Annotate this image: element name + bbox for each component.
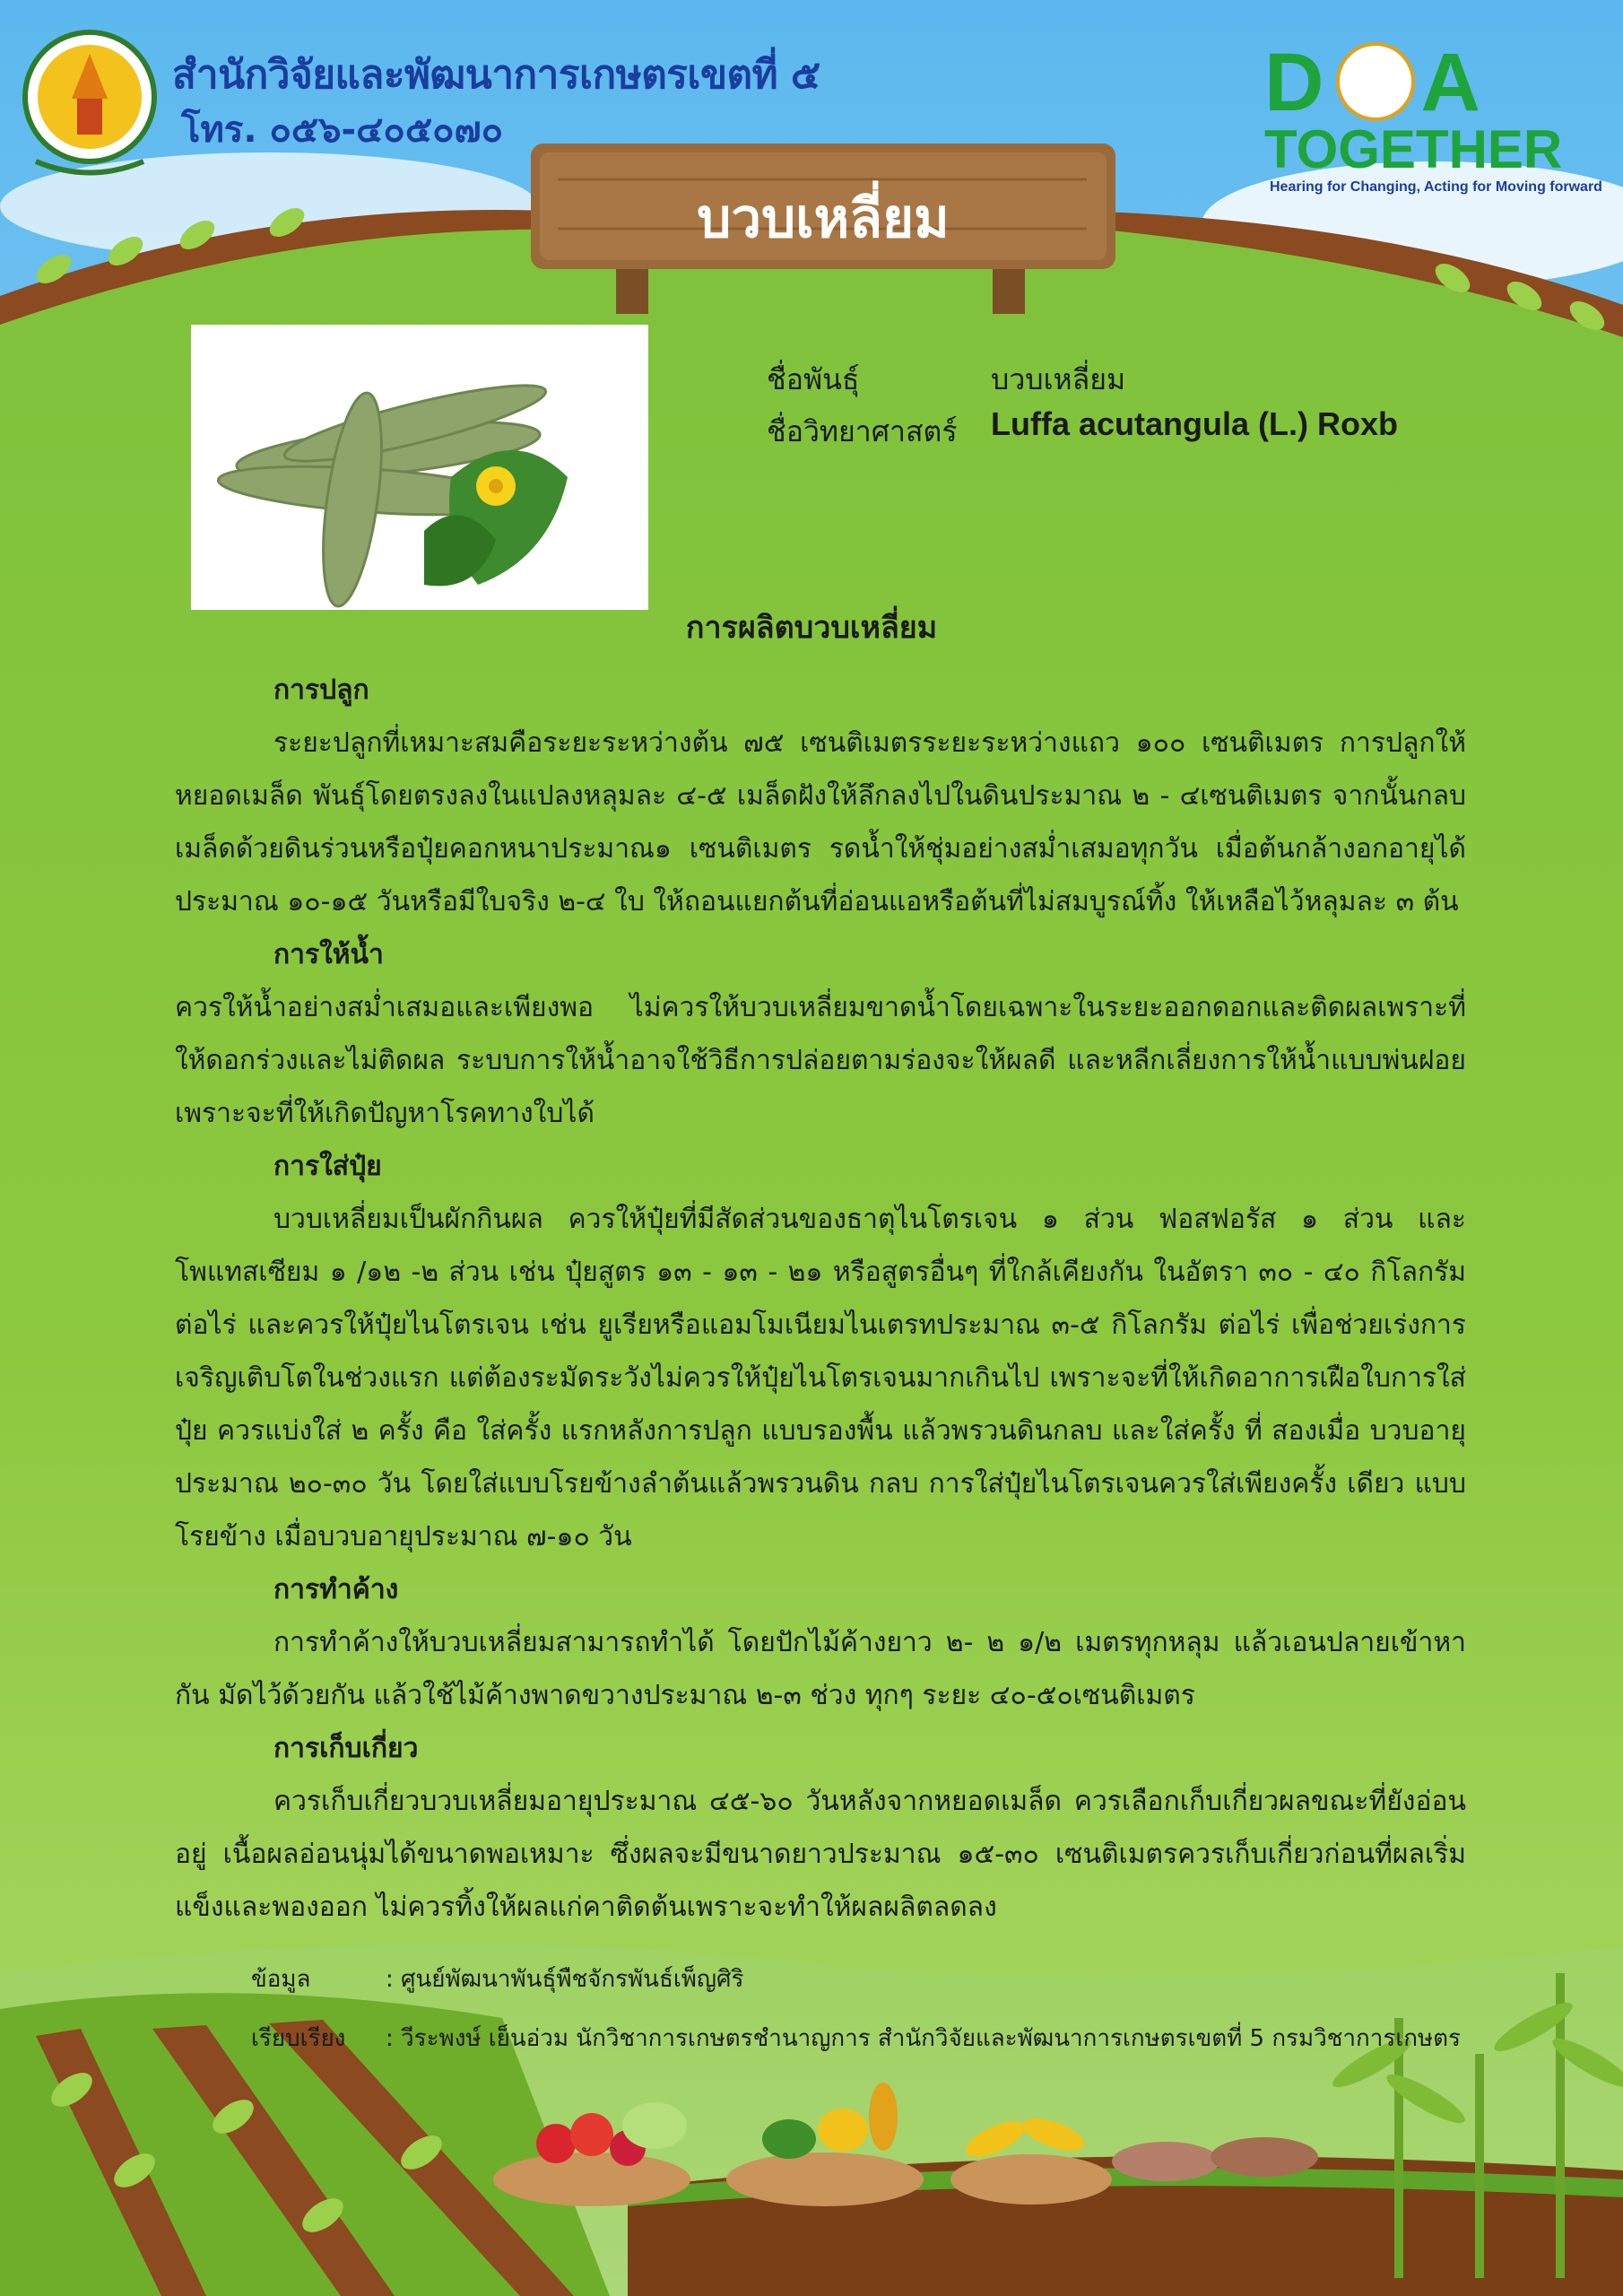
ridged-gourd-photo (191, 325, 648, 610)
scientific-name-value: Luffa acutangula (L.) Roxb (991, 405, 1398, 442)
section-watering (175, 928, 1466, 1140)
doa-wordmark: D A (1264, 37, 1488, 128)
section-text: บวบเหลี่ยมเป็นผักกินผล ควรให้ปุ๋ยที่มีสัดส่วนของธาตุไนโตรเจน ๑ ส่วน ฟอสฟอรัส ๑ ส่วน และโพแทสเซียม ๑ /๑๒ -๒ ส่วน เช่น ปุ๋ยสูตร ๑๓ - ๑๓ - ๒๑ หรือสูตรอื่นๆ ที่ใกล้เคียงกัน ในอัตรา ๓๐ - ๔๐ กิโลกรัมต่อไร่ และควรให้ปุ๋ยไนโตรเจน เช่น ยูเรียหรือแอมโมเนียมไนเตรทประมาณ ๓-๕ กิโลกรัม ต่อไร่ เพื่อช่วยเร่งการเจริญเติบโตในช่วงแรก แต่ต้องระมัดระวังไม่ควรให้ปุ๋ยไนโตรเจนมากเกินไป เพราะจะที่ให้เกิดอาการเฝือใบการใส่ปุ๋ย ควรแบ่งใส่ ๒ ครั้ง คือ ใส่ครั้ง แรกหลังการปลูก แบบรองพื้น แล้วพรวนดินกลบ และใส่ครั้ง ที่ สองเมื่อ บวบอายุประมาณ ๒๐-๓๐ วัน โดยใส่แบบโรยข้างลำต้นแล้วพรวนดิน กลบ การใส่ปุ๋ยไนโตรเจนควรใส่เพียงครั้ง เดียว แบบโรยข้าง เมื่อบวบอายุประมาณ ๗-๑๐ วัน (175, 1204, 1466, 1552)
department-logo-icon (18, 27, 161, 179)
credit-author (251, 2020, 1461, 2057)
section-planting (175, 664, 1466, 928)
phone-number: โทร. ๐๕๖-๔๐๕๐๗๐ (181, 109, 504, 151)
credit-author-value: : วีระพงษ์ เย็นอ่วม นักวิชาการเกษตรชำนาญการ สำนักวิจัยและพัฒนาการเกษตรเขตที่ 5 กรมวิชาการเกษตร (386, 2025, 1461, 2052)
doa-together-text: TOGETHER (1264, 119, 1563, 179)
section-text: ควรให้น้ำอย่างสม่ำเสมอและเพียงพอ ไม่ควรให้บวบเหลี่ยมขาดน้ำโดยเฉพาะในระยะออกดอกและติดผลเพราะที่ให้ดอกร่วงและไม่ติดผล ระบบการให้น้ำอาจใช้วิธีการปล่อยตามร่องจะให้ผลดี และหลีกเลี่ยงการให้น้ำแบบพ่นฝอยเพราะจะที่ให้เกิดปัญหาโรคทางใบได้ (175, 992, 1466, 1129)
section-harvest (175, 1722, 1466, 1934)
variety-value: บวบเหลี่ยม (991, 362, 1126, 396)
content-body (175, 664, 1466, 1934)
section-fertilizing (175, 1140, 1466, 1563)
doa-emblem-icon (1336, 42, 1415, 121)
section-text: การทำค้างให้บวบเหลี่ยมสามารถทำได้ โดยปักไม้ค้างยาว ๒- ๒ ๑/๒ เมตรทุกหลุม แล้วเอนปลายเข้าหากัน มัดไว้ด้วยกัน แล้วใช้ไม้ค้างพาดขวางประมาณ ๒-๓ ช่วง ทุกๆ ระยะ ๔๐-๕๐เซนติเมตร (175, 1627, 1466, 1711)
credit-source-label: ข้อมูล (251, 1966, 311, 1993)
doa-tagline: Hearing for Changing, Acting for Moving forward (1270, 179, 1602, 195)
section-heading: การเก็บเกี่ยว (273, 1733, 419, 1764)
scientific-name-label: ชื่อวิทยาศาสตร์ (767, 414, 958, 448)
variety-label: ชื่อพันธุ์ (767, 362, 860, 396)
credit-source-value: : ศูนย์พัฒนาพันธุ์พืชจักรพันธ์เพ็ญศิริ (386, 1966, 744, 1993)
section-text: ระยะปลูกที่เหมาะสมคือระยะระหว่างต้น ๗๕ เซนติเมตรระยะระหว่างแถว ๑๐๐ เซนติเมตร การปลูกให้หยอดเมล็ด พันธุ์โดยตรงลงในแปลงหลุมละ ๔-๕ เมล็ดฝังให้ลึกลงไปในดินประมาณ ๒ - ๔เซนติเมตร จากนั้นกลบเมล็ดด้วยดินร่วนหรือปุ๋ยคอกหนาประมาณ๑ เซนติเมตร รดน้ำให้ชุ่มอย่างสม่ำเสมอทุกวัน เมื่อต้นกล้างอกอายุได้ประมาณ ๑๐-๑๕ วันหรือมีใบจริง ๒-๔ ใบ ให้ถอนแยกต้นที่อ่อนแอหรือต้นที่ไม่สมบูรณ์ทิ้ง ให้เหลือไว้หลุมละ ๓ ต้น (175, 727, 1466, 918)
organization-name: สำนักวิจัยและพัฒนาการเกษตรเขตที่ ๕ (172, 52, 820, 98)
section-trellis (175, 1563, 1466, 1722)
production-title: การผลิตบวบเหลี่ยม (685, 610, 938, 646)
section-heading: การทำค้าง (273, 1574, 399, 1605)
credit-author-label: เรียบเรียง (251, 2025, 346, 2052)
section-text: ควรเก็บเกี่ยวบวบเหลี่ยมอายุประมาณ ๔๕-๖๐ วันหลังจากหยอดเมล็ด ควรเลือกเก็บเกี่ยวผลขณะที่ยังอ่อนอยู่ เนื้อผลอ่อนนุ่มได้ขนาดพอเหมาะ ซึ่งผลจะมีขนาดยาวประมาณ ๑๕-๓๐ เซนติเมตรควรเก็บเกี่ยวก่อนที่ผลเริ่มแข็งและพองออก ไม่ควรทิ้งให้ผลแก่คาติดต้นเพราะจะทำให้ผลผลิตลดลง (175, 1786, 1466, 1923)
page-title: บวบเหลี่ยม (697, 187, 950, 250)
section-heading: การให้น้ำ (273, 939, 384, 970)
doa-together-logo (1264, 36, 1605, 197)
credit-source (251, 1961, 743, 1997)
section-heading: การใส่ปุ๋ย (273, 1151, 382, 1182)
section-heading: การปลูก (273, 674, 369, 706)
